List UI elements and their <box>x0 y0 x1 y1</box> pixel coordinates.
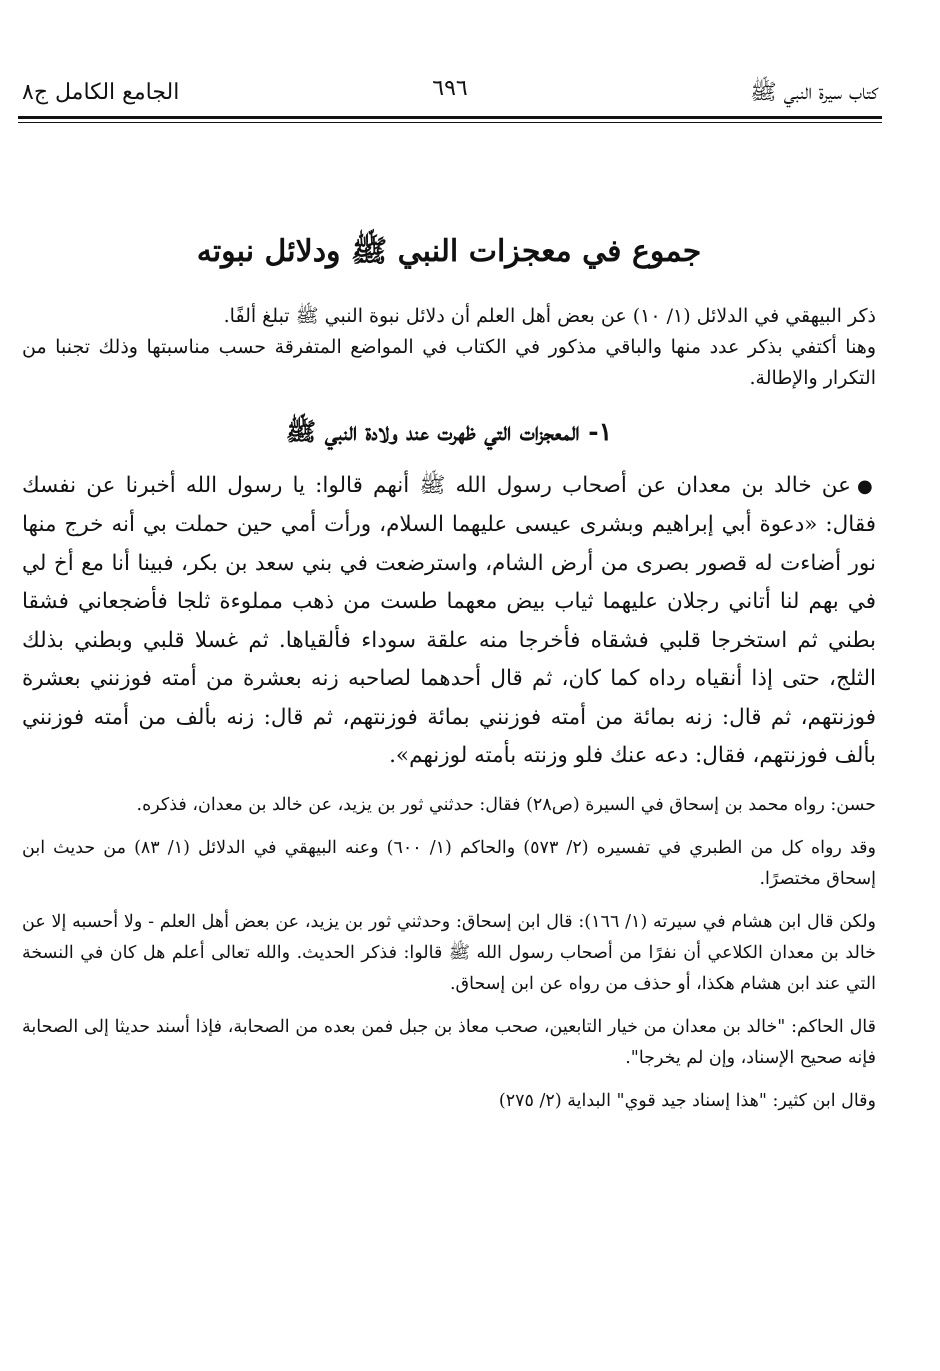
header-page-number: ٦٩٦ <box>432 75 468 101</box>
chapter-title: جموع في معجزات النبي ﷺ ودلائل نبوته <box>196 234 702 269</box>
intro-paragraph: وهنا أكتفي بذكر عدد منها والباقي مذكور في الكتاب في المواضع المتفرقة حسب مناسبتها وذلك تجنبا من التكرار والإطالة. <box>22 336 876 389</box>
note-paragraph: حسن: رواه محمد بن إسحاق في السيرة (ص٢٨) فقال: حدثني ثور بن يزيد، عن خالد بن معدان، فذكره. <box>136 794 876 815</box>
commentary-notes <box>22 790 876 1117</box>
page-content <box>22 232 876 1129</box>
intro-block <box>22 301 876 394</box>
header-rule-thin <box>18 122 882 123</box>
note-paragraph: وقد رواه كل من الطبري في تفسيره (٢/ ٥٧٣) والحاكم (١/ ٦٠٠) وعنه البيهقي في الدلائل (١/ ٨٣) من حديث ابن إسحاق مختصرًا. <box>22 837 876 889</box>
intro-paragraph: ذكر البيهقي في الدلائل (١/ ١٠) عن بعض أهل العلم أن دلائل نبوة النبي ﷺ تبلغ ألفًا. <box>223 305 876 327</box>
section-title: ١- المعجزات التي ظهرت عند ولادة النبي ﷺ <box>285 417 613 446</box>
hadith-text <box>22 467 876 776</box>
bullet-icon: ● <box>856 475 876 497</box>
header-volume: الجامع الكامل ج٨ <box>22 79 180 105</box>
header-book-title: كتاب سيرة النبي ﷺ <box>750 79 878 105</box>
note-paragraph: ولكن قال ابن هشام في سيرته (١/ ١٦٦): قال ابن إسحاق: وحدثني ثور بن يزيد، عن بعض أهل العلم - ولا أحسبه إلا عن خالد بن معدان الكلاعي أن نفرًا من أصحاب رسول الله ﷺ قالوا: فذكر الحديث. والله تعالى أعلم هل كان في النسخة التي عند ابن هشام هكذا، أو حذف من رواه عن ابن إسحاق. <box>22 911 876 994</box>
page-header <box>22 62 878 106</box>
note-paragraph: قال الحاكم: "خالد بن معدان من خيار التابعين، صحب معاذ بن جبل فمن بعده من الصحابة، فإذا أسند حديثا إلى الصحابة فإنه صحيح الإسناد، وإن لم يخرجا". <box>22 1016 876 1068</box>
hadith-body: عن خالد بن معدان عن أصحاب رسول الله ﷺ أنهم قالوا: يا رسول الله أخبرنا عن نفسك فقال: «دعوة أبي إبراهيم وبشرى عيسى عليهما السلام، ورأت أمي حين حملت بي أنه خرج منها نور أضاءت له قصور بصرى من أرض الشام، واسترضعت في بني سعد بن بكر، فبينا أنا مع أخ لي في بهم لنا أتاني رجلان عليهما ثياب بيض معهما طست من ذهب مملوءة ثلجا فأضجعاني فشقا بطني ثم استخرجا قلبي فشقاه فأخرجا منه علقة سوداء فألقياها. ثم غسلا قلبي وبطني بذلك الثلج، حتى إذا أنقياه رداه كما كان، ثم قال أحدهما لصاحبه زنه بعشرة من أمته فوزنني بعشرة فوزنتهم، ثم قال: زنه بمائة من أمته فوزنني بمائة فوزنتهم، ثم قال: زنه بألف من أمته فوزنني بألف فوزنتهم، فقال: دعه عنك فلو وزنته بأمته لوزنهم». <box>22 472 876 768</box>
note-paragraph: وقال ابن كثير: "هذا إسناد جيد قوي" البداية (٢/ ٢٧٥) <box>498 1090 876 1111</box>
header-rule-thick <box>18 116 882 119</box>
